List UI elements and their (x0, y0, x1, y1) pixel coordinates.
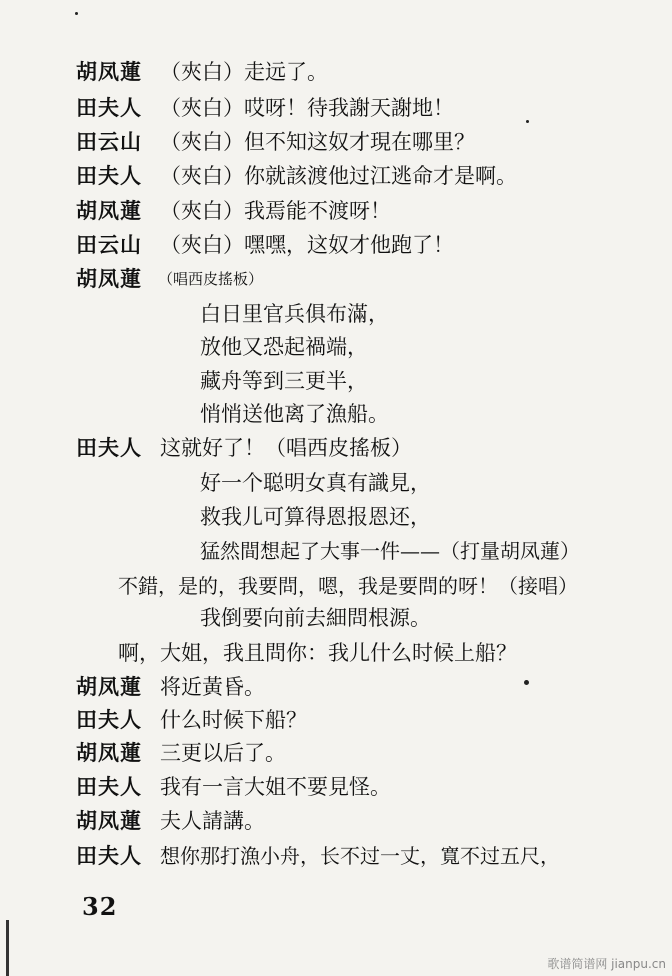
speaker-name: 田云山 (76, 129, 142, 154)
line-text: （夾白）哎呀！待我謝天謝地！ (160, 96, 454, 120)
line-text: 三更以后了。 (160, 741, 286, 765)
line-text: 好一个聪明女真有識見， (200, 471, 431, 495)
page-number: 32 (82, 892, 118, 921)
speaker-name: 田夫人 (76, 774, 142, 799)
line-text: 将近黃昏。 (160, 675, 265, 699)
line-text: 什么时候下船？ (160, 708, 307, 732)
line-text: 救我儿可算得恩报恩还， (200, 505, 431, 529)
line-text: 放他又恐起禍端， (200, 335, 368, 359)
line-text: （夾白）你就該渡他过江逃命才是啊。 (160, 164, 517, 188)
line-text: （夾白）走远了。 (160, 60, 328, 84)
speaker-name: 胡凤蓮 (76, 740, 142, 765)
speaker-name: 胡凤蓮 (76, 59, 142, 84)
speaker-name: 胡凤蓮 (76, 674, 142, 699)
speaker-name: 田夫人 (76, 435, 142, 460)
speaker-name: 胡凤蓮 (76, 198, 142, 223)
line-text: 我有一言大姐不要見怪。 (160, 775, 391, 799)
scan-edge-mark (6, 920, 9, 976)
line-text: 夫人請講。 (160, 809, 265, 833)
scan-speck (526, 120, 529, 123)
line-text: 悄悄送他离了漁船。 (200, 402, 389, 426)
speaker-name: 胡凤蓮 (76, 808, 142, 833)
speaker-name: 胡凤蓮 (76, 266, 142, 291)
line-text: 藏舟等到三更半， (200, 369, 368, 393)
line-text: 想你那打漁小舟，长不过一丈，寬不过五尺， (160, 844, 560, 868)
speaker-name: 田夫人 (76, 707, 142, 732)
line-text: 不錯，是的，我要問，嗯，我是要問的呀！（接唱） (118, 574, 578, 598)
speaker-name: 田夫人 (76, 163, 142, 188)
speaker-name: 田云山 (76, 232, 142, 257)
line-text: 这就好了！（唱西皮搖板） (160, 436, 412, 460)
watermark: 歌谱简谱网 jianpu.cn (547, 957, 666, 971)
line-text: 啊，大姐，我且問你：我儿什么时候上船？ (118, 641, 517, 665)
line-text: （夾白）我焉能不渡呀！ (160, 199, 391, 223)
line-text: 猛然間想起了大事一件——（打量胡凤蓮） (200, 539, 580, 563)
line-text: （夾白）但不知这奴才現在哪里？ (160, 130, 475, 154)
stage-direction: （唱西皮搖板） (158, 270, 264, 288)
speaker-name: 田夫人 (76, 843, 142, 868)
speaker-name: 田夫人 (76, 95, 142, 120)
line-text: 白日里官兵俱布滿， (200, 302, 389, 326)
scan-speck (75, 12, 78, 15)
line-text: 我倒要向前去細問根源。 (200, 606, 431, 630)
line-text: （夾白）嘿嘿，这奴才他跑了！ (160, 233, 454, 257)
scan-speck (524, 680, 529, 685)
